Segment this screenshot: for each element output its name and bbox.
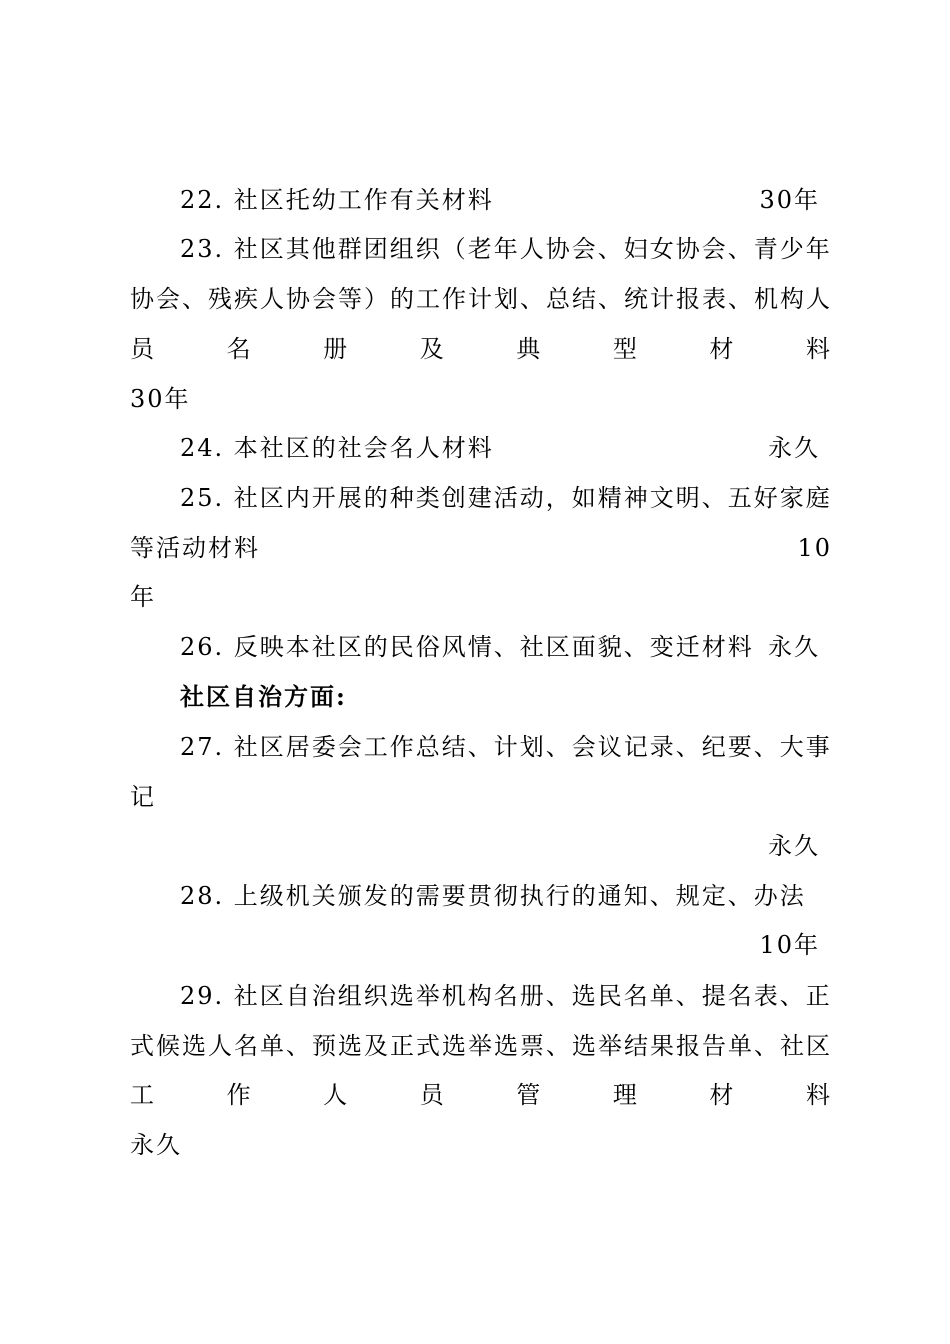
item-23-char: 及 <box>419 335 446 363</box>
item-29-line-1: 29. 社区自治组织选举机构名册、选民名单、提名表、正 <box>180 982 832 1010</box>
item-25-term-part-1: 10 <box>797 534 832 562</box>
section-heading: 社区自治方面: <box>180 682 347 711</box>
item-29-char: 管 <box>516 1081 543 1109</box>
item-23-line-3 <box>130 332 832 366</box>
item-23-char: 名 <box>226 335 253 363</box>
item-29-line-2: 式候选人名单、预选及正式选举选票、选举结果报告单、社区 <box>130 1032 832 1060</box>
item-25-term-part-2: 年 <box>130 583 156 611</box>
item-27-line-2: 记 <box>130 783 156 811</box>
item-29-char: 料 <box>805 1081 832 1109</box>
item-27-line-1: 27. 社区居委会工作总结、计划、会议记录、纪要、大事 <box>180 733 832 761</box>
item-24-text: 24. 本社区的社会名人材料 <box>180 434 494 462</box>
item-22 <box>180 183 832 217</box>
item-23-char: 材 <box>709 335 736 363</box>
item-26 <box>180 630 832 664</box>
item-28-term: 10年 <box>759 931 820 959</box>
item-29-line-3 <box>130 1078 832 1112</box>
item-23-char: 型 <box>612 335 639 363</box>
item-25-line-1: 25. 社区内开展的种类创建活动，如精神文明、五好家庭 <box>180 484 832 512</box>
item-22-text: 22. 社区托幼工作有关材料 <box>180 186 494 214</box>
item-26-text: 26. 反映本社区的民俗风情、社区面貌、变迁材料 <box>180 633 754 661</box>
item-23-char: 册 <box>323 335 350 363</box>
item-23-line-2: 协会、残疾人协会等）的工作计划、总结、统计报表、机构人 <box>130 285 832 313</box>
item-29-char: 员 <box>419 1081 446 1109</box>
item-29-char: 作 <box>226 1081 253 1109</box>
item-29-char: 工 <box>130 1081 156 1109</box>
item-27-term-row <box>130 829 832 863</box>
item-25-line-2 <box>130 531 832 565</box>
item-24-term: 永久 <box>768 434 820 462</box>
item-29-term: 永久 <box>130 1131 182 1159</box>
item-23-term: 30年 <box>130 385 191 413</box>
item-29-char: 人 <box>323 1081 350 1109</box>
item-29-char: 材 <box>709 1081 736 1109</box>
item-25-text: 等活动材料 <box>130 534 260 562</box>
item-24 <box>180 431 832 465</box>
item-23-char: 员 <box>130 335 156 363</box>
item-23-char: 料 <box>805 335 832 363</box>
item-22-term: 30年 <box>759 186 820 214</box>
item-23-char: 典 <box>516 335 543 363</box>
item-26-term: 永久 <box>768 633 820 661</box>
item-29-char: 理 <box>612 1081 639 1109</box>
item-23-line-1: 23. 社区其他群团组织（老年人协会、妇女协会、青少年 <box>180 235 832 263</box>
item-28-term-row <box>130 928 832 962</box>
item-27-term: 永久 <box>768 832 820 860</box>
item-28-line-1: 28. 上级机关颁发的需要贯彻执行的通知、规定、办法 <box>180 882 806 910</box>
